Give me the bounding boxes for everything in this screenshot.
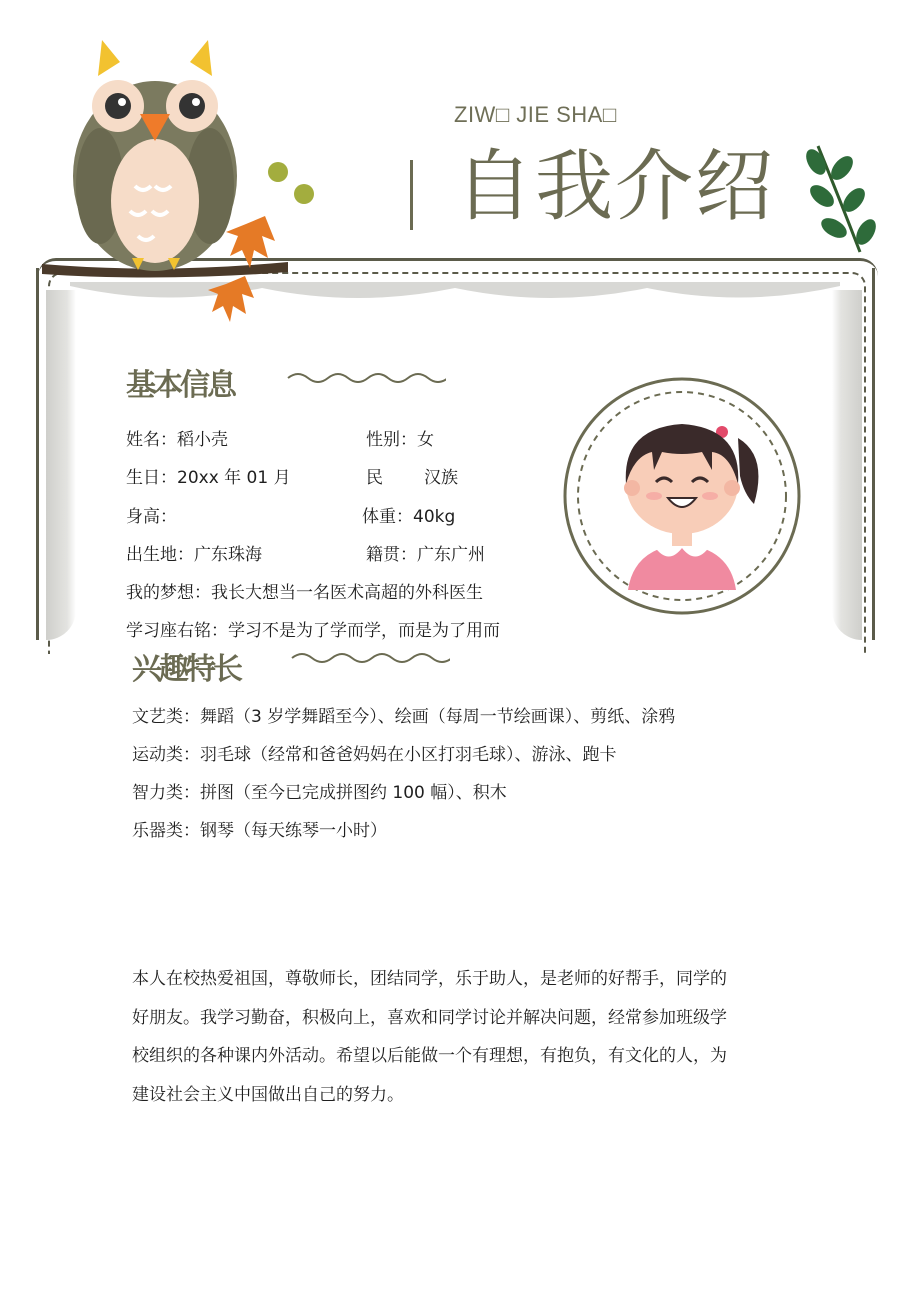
- field-ethnicity-value: 汉族: [424, 468, 458, 488]
- specialty-arts: 文艺类：舞蹈（3 岁学舞蹈至今）、绘画（每周一节绘画课）、剪纸、涂鸦: [132, 707, 676, 727]
- field-motto: 学习座右铭：学习不是为了学而学，而是为了用而: [126, 621, 500, 641]
- specialty-music: 乐器类：钢琴（每天练琴一小时）: [132, 821, 387, 841]
- basic-info-heading: 基本信息: [126, 368, 234, 403]
- field-dream: 我的梦想：我长大想当一名医术高超的外科医生: [126, 583, 483, 603]
- self-evaluation-line: 好朋友。我学习勤奋，积极向上，喜欢和同学讨论并解决问题，经常参加班级学: [132, 1007, 727, 1028]
- self-evaluation-line: 校组织的各种课内外活动。希望以后能做一个有理想，有抱负，有文化的人，为: [132, 1046, 727, 1066]
- owl-illustration: [40, 36, 300, 326]
- page-title: 自我介绍: [455, 142, 776, 232]
- self-evaluation-line: 本人在校热爱祖国，尊敬师长，团结同学，乐于助人，是老师的好帮手，同学的: [132, 969, 727, 989]
- specialty-sports: 运动类：羽毛球（经常和爸爸妈妈在小区打羽毛球）、游泳、跑卡: [132, 745, 617, 765]
- title-accent-bar: [410, 160, 413, 230]
- field-height: 身高：: [126, 507, 177, 527]
- field-birthday: 生日：20xx 年 01 月: [126, 468, 291, 488]
- leaf-branch-icon: [800, 140, 880, 260]
- field-birthplace: 出生地：广东珠海: [126, 545, 262, 565]
- field-gender: 性别：女: [366, 430, 434, 450]
- decorative-dots: [262, 160, 322, 210]
- curtain-right: [832, 290, 862, 640]
- curtain-left: [46, 290, 76, 640]
- field-weight: 体重：40kg: [362, 507, 456, 527]
- field-native-place: 籍贯：广东广州: [366, 545, 485, 565]
- field-name: 姓名：稻小壳: [126, 430, 228, 450]
- specialties-heading: 兴趣特长: [132, 652, 240, 687]
- self-evaluation-paragraph: [132, 960, 782, 1114]
- wavy-divider: [286, 370, 446, 386]
- specialty-intellect: 智力类：拼图（至今已完成拼图约 100 幅）、积木: [132, 783, 507, 803]
- wavy-divider-2: [290, 650, 450, 666]
- title-pinyin: ZIW□ JIE SHA□: [454, 102, 617, 127]
- field-ethnicity-label: 民: [366, 468, 383, 488]
- self-evaluation-line: 建设社会主义中国做出自己的努力。: [132, 1084, 404, 1105]
- frame-right-border: [872, 268, 875, 640]
- girl-avatar: [562, 376, 802, 616]
